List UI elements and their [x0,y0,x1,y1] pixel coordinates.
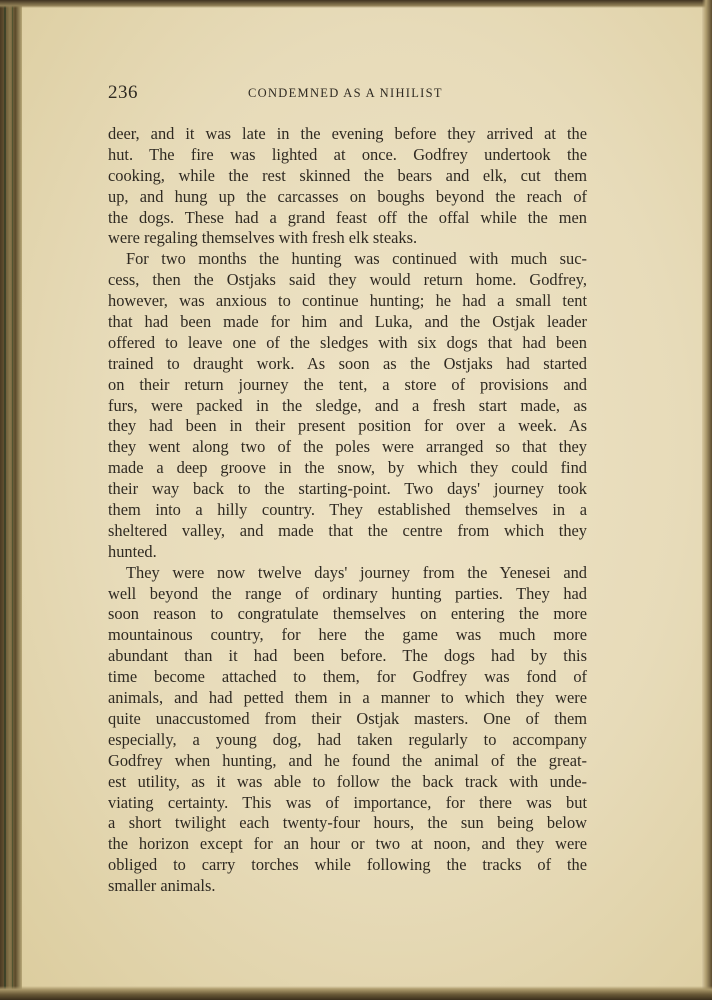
page-header [108,82,628,106]
text-line: hunted. [108,541,157,561]
text-line: the dogs. These had a grand feast off the offal while the men [108,207,587,227]
text-line: well beyond the range of ordinary hunting parties. They had [108,583,587,603]
text-line: especially, a young dog, had taken regularly to accompany [108,729,587,749]
text-line: that had been made for him and Luka, and the Ostjak leader [108,312,587,332]
text-line: cooking, while the rest skinned the bears and elk, cut them [108,165,587,185]
text-line: They were now twelve days' journey from the Yenesei and [126,562,587,582]
body-text [108,124,587,897]
text-line: quite unaccustomed from their Ostjak masters. One of them [108,708,587,728]
text-line: them into a hilly country. They established themselves in a [108,500,587,520]
text-line: deer, and it was late in the evening before they arrived at the [108,124,587,143]
text-line: up, and hung up the carcasses on boughs beyond the reach of [108,186,587,206]
text-line: cess, then the Ostjaks said they would return home. Godfrey, [108,270,587,290]
text-line: were regaling themselves with fresh elk steaks. [108,228,418,248]
text-line: furs, were packed in the sledge, and a fresh start made, as [108,395,587,415]
text-line: viating certainty. This was of importance, for there was but [108,792,587,812]
text-line: made a deep groove in the snow, by which they could find [108,458,587,478]
text-line: on their return journey the tent, a store of provisions and [108,374,587,394]
book-binding [0,0,22,1000]
text-line: time become attached to them, for Godfrey was fond of [108,667,587,687]
text-line: they went along two of the poles were arranged so that they [108,437,587,457]
text-line: the horizon except for an hour or two at noon, and they were [108,834,587,854]
text-line: a short twilight each twenty-four hours, the sun being below [108,813,587,833]
running-title: CONDEMNED AS A NIHILIST [248,86,443,100]
page-top-edge [0,0,712,8]
binding-thread [4,0,6,1000]
text-line: trained to draught work. As soon as the Ostjaks had started [108,353,587,373]
text-line: hut. The fire was lighted at once. Godfrey undertook the [108,144,587,164]
text-line: animals, and had petted them in a manner to which they were [108,688,587,708]
text-line: Godfrey when hunting, and he found the animal of the great- [108,750,587,770]
text-line: offered to leave one of the sledges with six dogs that had been [108,332,587,352]
page-bottom-edge [0,986,712,1000]
text-line: est utility, as it was able to follow the back track with unde- [108,771,587,791]
text-line: their way back to the starting-point. Two days' journey took [108,479,587,499]
text-line: soon reason to congratulate themselves on entering the more [108,604,587,624]
text-line: sheltered valley, and made that the centre from which they [108,520,587,540]
text-line: abundant than it had been before. The dogs had by this [108,646,587,666]
text-line: mountainous country, for here the game was much more [108,625,587,645]
page-right-edge [702,0,712,1000]
binding-thread [12,0,13,1000]
text-line: however, was anxious to continue hunting; he had a small tent [108,291,587,311]
text-line: obliged to carry torches while following the tracks of the [108,855,587,875]
text-line: For two months the hunting was continued with much suc- [126,249,587,269]
page-number: 236 [108,82,138,103]
text-line: smaller animals. [108,876,216,896]
text-line: they had been in their present position for over a week. As [108,416,587,436]
